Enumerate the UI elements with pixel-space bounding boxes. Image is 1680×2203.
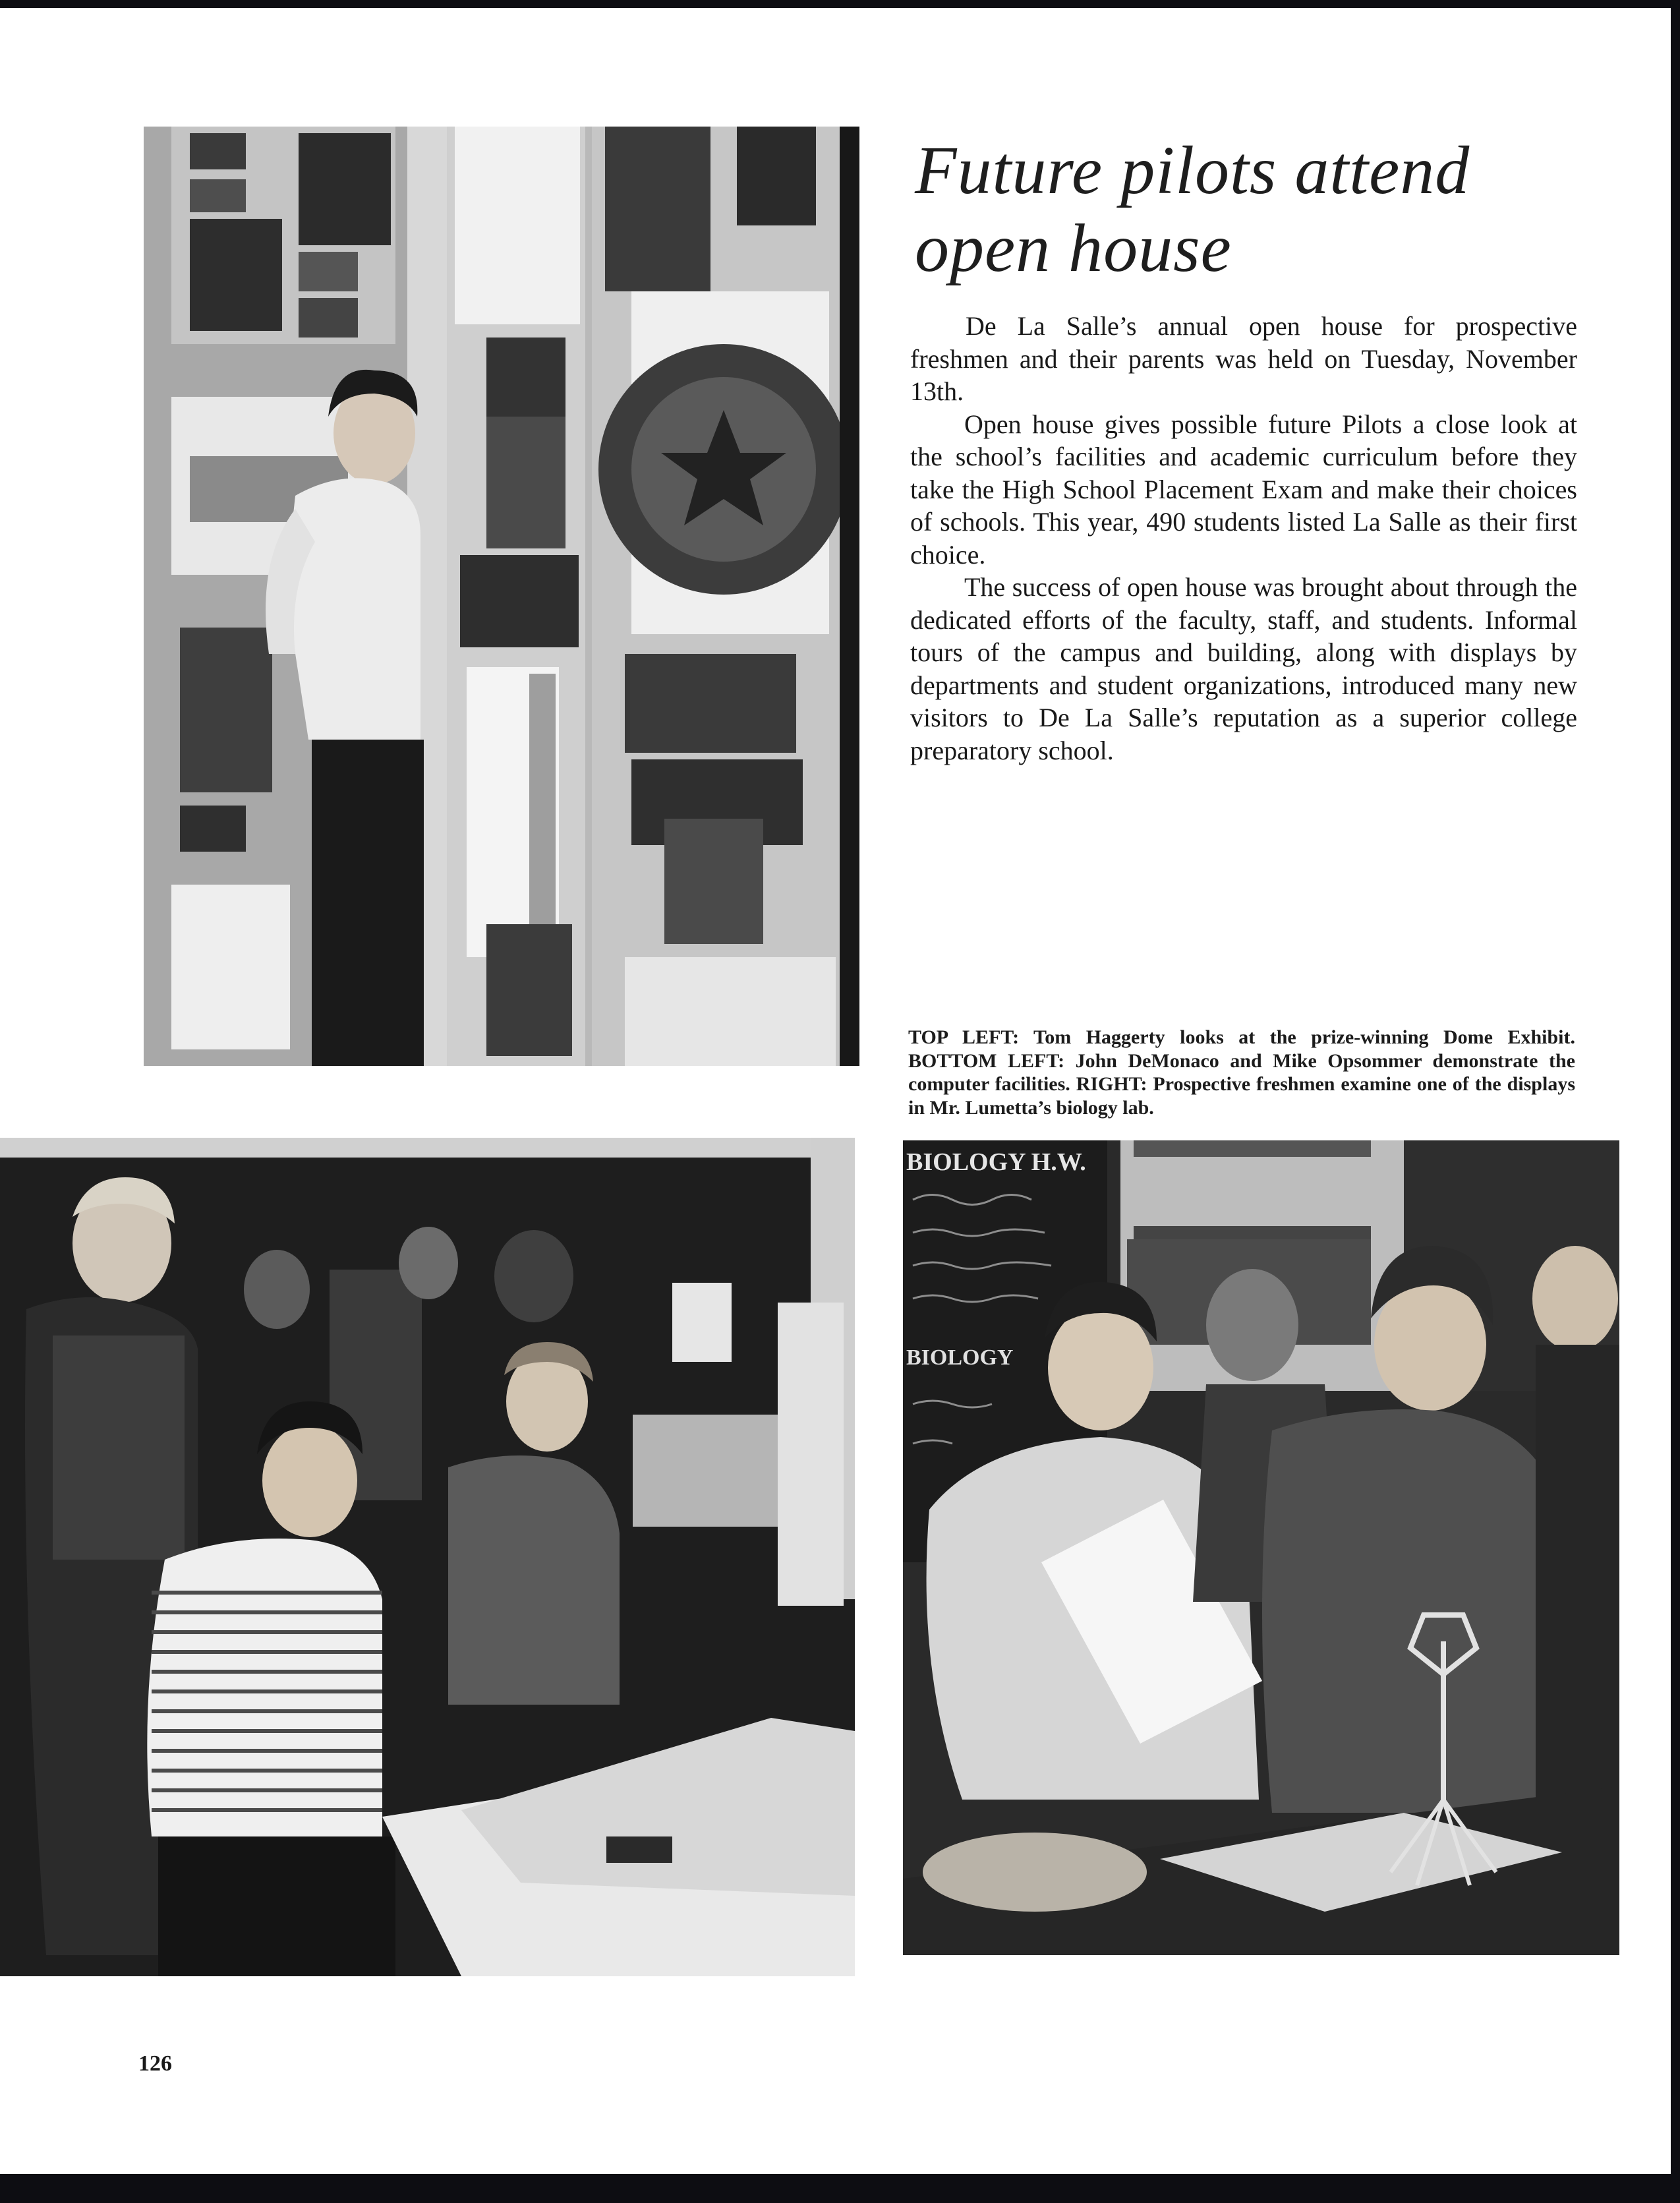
photo-dome-exhibit — [144, 127, 859, 1066]
photo-caption: TOP LEFT: Tom Haggerty looks at the prize-winning Dome Exhibit. BOTTOM LEFT: John DeMonaco and Mike Opsommer demonstrate the computer facilities. RIGHT: Prospective freshmen examine one of the displays in Mr. Lumetta’s biology lab. — [908, 1026, 1575, 1119]
scan-edge-top — [0, 0, 1680, 8]
scan-edge-right — [1671, 0, 1680, 2203]
page-headline: Future pilots attend open house — [915, 132, 1470, 286]
board-heading-1: BIOLOGY H.W. — [906, 1148, 1086, 1176]
article-body — [910, 310, 1577, 767]
article-paragraph: Open house gives possible future Pilots a close look at the school’s facilities and academic curriculum before they take the High School Placement Exam and make their choices of schools. This year, 490 students listed La Salle as their first choice. — [910, 409, 1577, 570]
article-paragraph: De La Salle’s annual open house for prospective freshmen and their parents was held on Tuesday, November 13th. — [910, 311, 1577, 406]
page-number: 126 — [138, 2051, 172, 2076]
photo-computer-facilities — [0, 1138, 855, 1976]
board-heading-2: BIOLOGY — [906, 1345, 1014, 1370]
article-paragraph: The success of open house was brought about through the dedicated efforts of the faculty, staff, and students. Informal tours of the campus and building, along with displays by departments and student organizations, introduced many new visitors to De La Salle’s reputation as a superior college preparatory school. — [910, 572, 1577, 765]
scan-edge-bottom — [0, 2174, 1680, 2203]
photo-biology-lab — [903, 1140, 1619, 1955]
